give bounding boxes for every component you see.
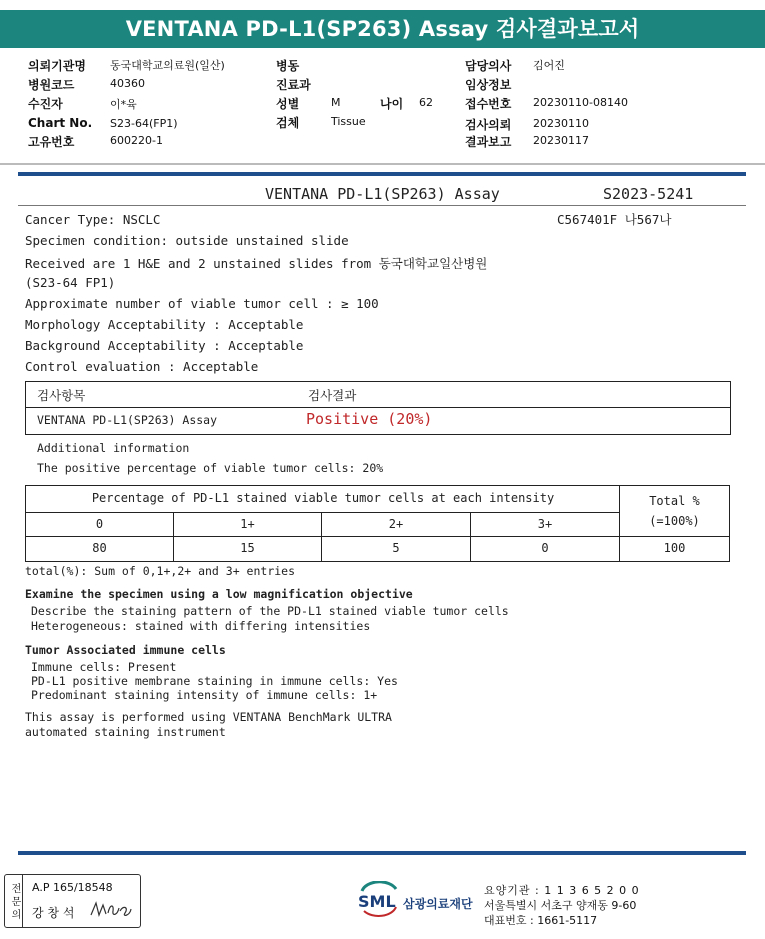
result-table-divider bbox=[25, 407, 730, 408]
value-1plus: 15 bbox=[240, 541, 255, 555]
doctor-name: 강 창 석 bbox=[32, 906, 75, 920]
value-0: 80 bbox=[92, 541, 107, 555]
low-mag-line-1: Describe the staining pattern of the PD-L1 stained viable tumor cells bbox=[31, 604, 509, 618]
department-label: 진료과 bbox=[276, 78, 311, 92]
requesting-institution-label: 의뢰기관명 bbox=[28, 59, 86, 73]
age: 62 bbox=[419, 96, 433, 109]
immune-title: Tumor Associated immune cells bbox=[25, 643, 226, 657]
foundation-name: 삼광의료재단 bbox=[403, 897, 473, 911]
intensity-level-rule bbox=[25, 536, 729, 537]
intensity-header-rule bbox=[25, 512, 620, 513]
doctor: 김어진 bbox=[533, 59, 565, 72]
morphology-acceptability: Morphology Acceptability : Acceptable bbox=[25, 317, 304, 332]
level-0: 0 bbox=[95, 517, 104, 531]
request-date-label: 검사의뢰 bbox=[465, 118, 512, 132]
cancer-type: Cancer Type: NSCLC bbox=[25, 212, 161, 227]
low-mag-title: Examine the specimen using a low magnification objective bbox=[25, 587, 413, 601]
report-date: 20230117 bbox=[533, 134, 589, 147]
assay-note-2: automated staining instrument bbox=[25, 725, 226, 739]
result-head-result: 검사결과 bbox=[308, 388, 357, 403]
signature-icon bbox=[89, 899, 133, 921]
sml-logo-text: SML bbox=[358, 892, 396, 911]
requesting-institution: 동국대학교의료원(일산) bbox=[110, 59, 225, 72]
value-2plus: 5 bbox=[392, 541, 400, 555]
ward-label: 병동 bbox=[276, 59, 300, 73]
report-heading: VENTANA PD-L1(SP263) Assay bbox=[265, 185, 500, 203]
unique-no-label: 고유번호 bbox=[28, 135, 75, 149]
intensity-header: Percentage of PD-L1 stained viable tumor cells at each intensity bbox=[91, 491, 555, 505]
additional-title: Additional information bbox=[37, 441, 190, 455]
hospital-code-label: 병원코드 bbox=[28, 78, 75, 92]
report-date-label: 결과보고 bbox=[465, 135, 512, 149]
level-1plus: 1+ bbox=[240, 517, 255, 531]
org-code: 요양기관 : 1 1 3 6 5 2 0 0 bbox=[484, 884, 640, 897]
result-item: VENTANA PD-L1(SP263) Assay bbox=[37, 413, 218, 427]
specialist-label: 전문의 bbox=[5, 875, 23, 927]
total-subheader: (=100%) bbox=[649, 514, 700, 528]
viable-cell-count: Approximate number of viable tumor cell : ≥ 100 bbox=[25, 296, 379, 311]
specialist-stamp bbox=[4, 874, 141, 928]
level-2plus: 2+ bbox=[388, 517, 404, 531]
level-3plus: 3+ bbox=[537, 517, 553, 531]
hospital-code: 40360 bbox=[110, 77, 145, 90]
background-acceptability: Background Acceptability : Acceptable bbox=[25, 338, 304, 353]
additional-text: The positive percentage of viable tumor cells: 20% bbox=[37, 461, 384, 475]
sex-label: 성별 bbox=[276, 97, 300, 111]
phone: 대표번호 : 1661-5117 bbox=[484, 914, 598, 927]
report-title: VENTANA PD-L1(SP263) Assay 검사결과보고서 bbox=[0, 10, 765, 48]
low-mag-line-2: Heterogeneous: stained with differing intensities bbox=[31, 619, 371, 633]
specimen: Tissue bbox=[331, 115, 366, 128]
specimen-code: C567401F 나567나 bbox=[557, 212, 672, 227]
immune-line-1: Immune cells: Present bbox=[31, 660, 177, 674]
control-evaluation: Control evaluation : Acceptable bbox=[25, 359, 259, 374]
value-total: 100 bbox=[663, 541, 686, 555]
patient-label: 수진자 bbox=[28, 97, 63, 111]
doctor-label: 담당의사 bbox=[465, 59, 512, 73]
patient-name: 이*육 bbox=[110, 98, 137, 111]
value-3plus: 0 bbox=[541, 541, 549, 555]
accession-no: 20230110-08140 bbox=[533, 96, 628, 109]
header-separator bbox=[0, 163, 765, 165]
report-number: S2023-5241 bbox=[603, 185, 694, 203]
specimen-label: 검체 bbox=[276, 116, 300, 130]
result-head-item: 검사항목 bbox=[37, 388, 86, 403]
result-value: Positive (20%) bbox=[306, 410, 433, 428]
accession-no-label: 접수번호 bbox=[465, 97, 512, 111]
total-note: total(%): Sum of 0,1+,2+ and 3+ entries bbox=[25, 564, 296, 578]
sex: M bbox=[331, 96, 341, 109]
total-header: Total % bbox=[649, 494, 700, 508]
heading-rule bbox=[18, 205, 746, 206]
clinical-info-label: 임상정보 bbox=[465, 78, 512, 92]
request-date: 20230110 bbox=[533, 117, 589, 130]
assay-note-1: This assay is performed using VENTANA BenchMark ULTRA bbox=[25, 710, 392, 724]
specimen-condition: Specimen condition: outside unstained slide bbox=[25, 233, 349, 248]
unique-no: 600220-1 bbox=[110, 134, 163, 147]
received-ref: (S23-64 FP1) bbox=[25, 275, 116, 290]
address: 서울특별시 서초구 양재동 9-60 bbox=[484, 899, 637, 912]
chart-no-label: Chart No. bbox=[28, 116, 93, 130]
age-label: 나이 bbox=[380, 97, 404, 111]
top-rule bbox=[18, 172, 746, 176]
received-line: Received are 1 H&E and 2 unstained slides from 동국대학교일산병원 bbox=[25, 256, 488, 271]
ap-number: A.P 165/18548 bbox=[32, 881, 113, 894]
immune-line-2: PD-L1 positive membrane staining in immune cells: Yes bbox=[31, 674, 398, 688]
chart-no: S23-64(FP1) bbox=[110, 117, 178, 130]
immune-line-3: Predominant staining intensity of immune cells: 1+ bbox=[31, 688, 378, 702]
bottom-rule bbox=[18, 851, 746, 855]
